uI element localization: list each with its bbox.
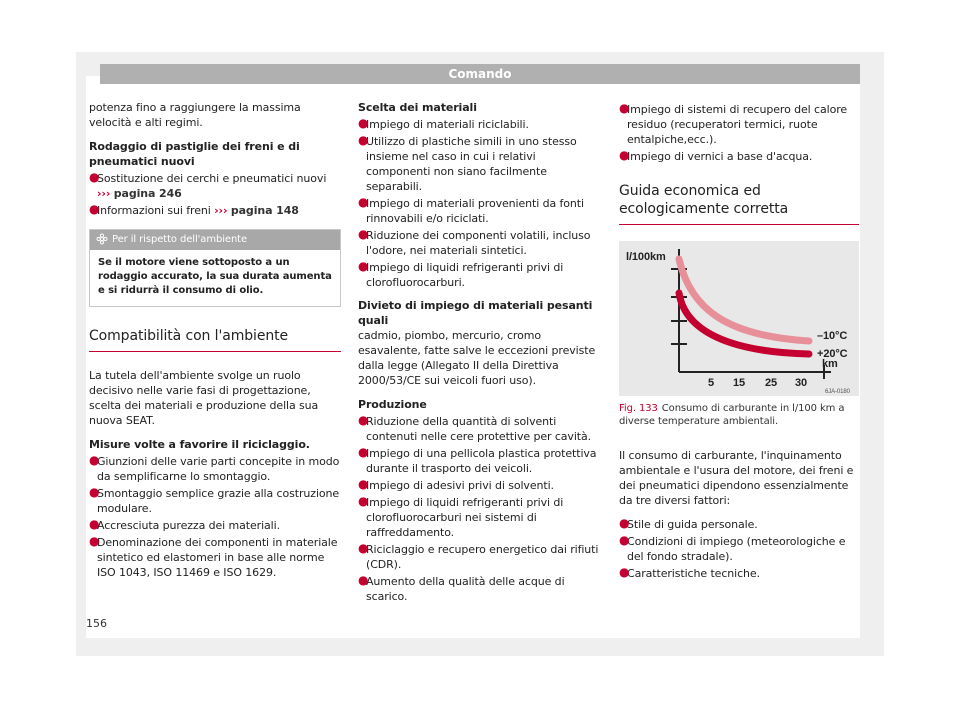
item-text: Accresciuta purezza dei materiali. [97,519,280,532]
list-item [358,228,602,258]
figure-code: 6JA-0180 [825,389,850,395]
figure-label: Fig. 133 [619,403,658,414]
list-item [619,566,859,581]
list-item [89,486,341,516]
x-tick-label: 5 [708,377,715,389]
x-tick-label: 25 [765,377,778,389]
item-text: Impiego di materiali provenienti da fonti rinnovabili e/o riciclati. [366,197,584,225]
bullet-icon: ● [89,485,100,499]
list-item [619,149,859,164]
intro-text: potenza fino a raggiungere la massima velocità e alti regimi. [89,101,301,129]
environment-note [89,229,341,307]
item-text: Impiego di sistemi di recupero del calore residuo (recuperatori termici, ruote entalpiche,ecc.). [627,103,848,146]
flower-icon [96,233,108,245]
list-item [358,478,602,493]
bullet-icon: ● [619,101,630,115]
figure-caption-text: Consumo di carburante in l/100 km a diverse temperature ambientali. [619,403,845,427]
item-text: Impiego di vernici a base d'acqua. [627,150,813,163]
item-text: Aumento della qualità delle acque di scarico. [366,575,565,603]
page-header: Comando [100,64,860,84]
item-text: Impiego di liquidi refrigeranti privi di clorofluorocarburi nei sistemi di raffreddamento. [366,496,564,539]
bullet-icon: ● [358,541,369,555]
list-item [89,454,341,484]
riciclaggio-title: Misure volte a favorire il riciclaggio. [89,438,310,451]
item-text: Smontaggio semplice grazie alla costruzione modulare. [97,487,340,515]
page-link[interactable]: pagina 246 [113,187,182,200]
produzione-title: Produzione [358,398,427,411]
list-item [358,260,602,290]
list-item [619,534,859,564]
column-3 [619,100,859,581]
item-text: Riduzione della quantità di solventi contenuti nelle cere protettive per cavità. [366,415,592,443]
column-1 [89,100,341,580]
list-item [358,117,602,132]
item-text: Riduzione dei componenti volatili, incluso l'odore, nei materiali sintetici. [366,229,591,257]
x-axis-label: km [822,358,838,370]
note-title: Per il rispetto dell'ambiente [112,234,248,245]
list-item [89,203,341,218]
list-item [358,446,602,476]
bullet-icon: ● [89,202,100,216]
section-title: Guida economica ed ecologicamente corretta [619,182,859,225]
bullet-icon: ● [358,494,369,508]
bullet-icon: ● [358,227,369,241]
bullet-icon: ● [89,534,100,548]
rodaggio-title: Rodaggio di pastiglie dei freni e di pneumatici nuovi [89,140,300,168]
bullet-icon: ● [358,195,369,209]
divieto-text: cadmio, piombo, mercurio, cromo esavalente, fatte salve le eccezioni previste dalla legge (Allegato II della Direttiva 2000/53/CE sui veicoli fuori uso). [358,329,596,387]
bullet-icon: ● [89,453,100,467]
bullet-icon: ● [619,516,630,530]
list-item [358,495,602,540]
item-text: Utilizzo di plastiche simili in uno stesso insieme nel caso in cui i relativi componenti non siano facilmente separabili. [366,135,577,193]
note-body: Se il motore viene sottoposto a un rodaggio accurato, la sua durata aumenta e si ridurrà il consumo di olio. [98,257,332,296]
list-item [619,102,859,147]
list-item [358,574,602,604]
column-2 [358,100,602,604]
bullet-icon: ● [358,573,369,587]
list-item [619,517,859,532]
list-item [89,171,341,201]
bullet-icon: ● [358,477,369,491]
list-item [358,414,602,444]
list-item [89,518,341,533]
list-item [358,134,602,194]
item-text: Impiego di una pellicola plastica protettiva durante il trasporto dei veicoli. [366,447,597,475]
bullet-icon: ● [89,517,100,531]
bullet-icon: ● [358,116,369,130]
item-text: Condizioni di impiego (meteorologiche e del fondo stradale). [627,535,846,563]
list-item [89,535,341,580]
item-text: Impiego di adesivi privi di solventi. [366,479,554,492]
section-title: Compatibilità con l'ambiente [89,327,341,352]
bullet-icon: ● [619,148,630,162]
item-text: Giunzioni delle varie parti concepite in modo da semplificarne lo smontaggio. [97,455,340,483]
divieto-title: Divieto di impiego di materiali pesanti quali [358,299,593,327]
arrow-icon: ››› [214,204,228,217]
item-text: Caratteristiche tecniche. [627,567,760,580]
item-text: Stile di guida personale. [627,518,758,531]
x-tick-label: 15 [733,377,746,389]
item-text: Impiego di materiali riciclabili. [366,118,529,131]
item-text: Impiego di liquidi refrigeranti privi di clorofluorocarburi. [366,261,564,289]
figure-caption [619,402,859,428]
item-text: Sostituzione dei cerchi e pneumatici nuovi [97,172,327,185]
item-text: Denominazione dei componenti in materiale sintetico ed elastomeri in base alle norme ISO 1043, ISO 11469 e ISO 1629. [97,536,338,579]
consumption-chart [619,241,859,396]
series-label-minus10: –10°C [817,330,848,342]
bullet-icon: ● [358,259,369,273]
bullet-icon: ● [619,533,630,547]
paragraph: Il consumo di carburante, l'inquinamento ambientale e l'usura del motore, dei freni e dei pneumatici dipendono essenzialmente da tre diversi fattori: [619,449,854,507]
scelta-title: Scelta dei materiali [358,101,477,114]
series-label-plus20: +20°C [817,348,848,360]
bullet-icon: ● [619,565,630,579]
note-header [90,230,340,250]
bullet-icon: ● [358,133,369,147]
consumption-figure [619,241,859,396]
bullet-icon: ● [89,170,100,184]
item-text: Informazioni sui freni [97,204,211,217]
list-item [358,196,602,226]
page-number: 156 [86,617,107,630]
bullet-icon: ● [358,445,369,459]
y-axis-label: l/100km [626,251,666,263]
x-tick-label: 30 [795,377,808,389]
arrow-icon: ››› [97,187,111,200]
bullet-icon: ● [358,413,369,427]
page-link[interactable]: pagina 148 [230,204,299,217]
paragraph: La tutela dell'ambiente svolge un ruolo decisivo nelle varie fasi di progettazione, scelta dei materiali e produzione della sua nuova SEAT. [89,369,319,427]
item-text: Riciclaggio e recupero energetico dai rifiuti (CDR). [366,543,599,571]
list-item [358,542,602,572]
